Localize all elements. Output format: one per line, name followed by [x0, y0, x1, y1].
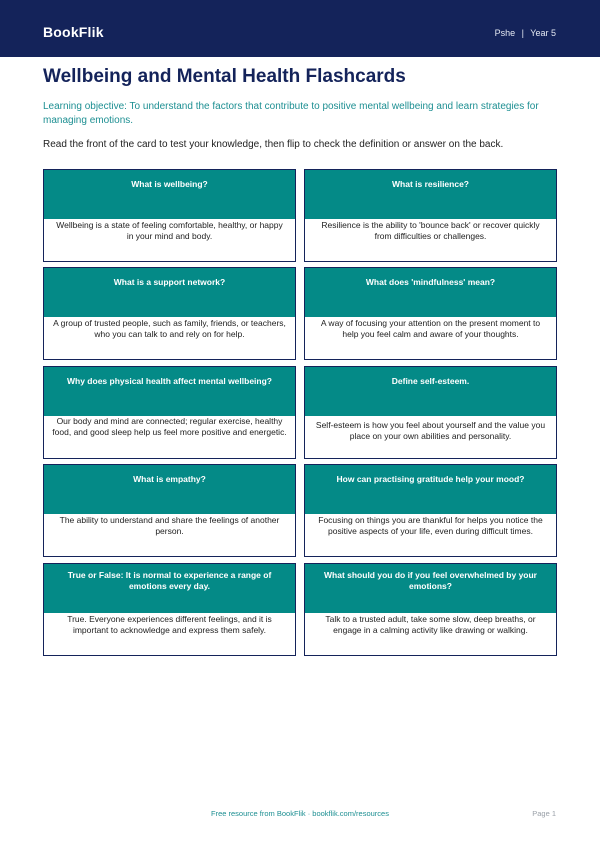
card-back: A way of focusing your attention on the present moment to help you feel calm and aware of your thoughts. [320, 318, 541, 339]
learning-objective: Learning objective: To understand the factors that contribute to positive mental wellbeing and learn strategies for managing emotions. [43, 101, 539, 126]
subject-label: Pshe [494, 28, 516, 38]
card-back: Our body and mind are connected; regular exercise, healthy food, and good sleep help us feel more positive and energetic. [52, 416, 287, 437]
meta-separator: | [521, 28, 524, 38]
year-label: Year 5 [530, 28, 556, 38]
card-front: How can practising gratitude help your mood? [305, 465, 556, 514]
footer-credit: Free resource from BookFlik · bookflik.com/resources [211, 809, 389, 818]
flashcard[interactable] [43, 464, 296, 557]
flashcard[interactable] [304, 267, 557, 360]
brand-logo: BookFlik [43, 24, 104, 40]
card-front: Why does physical health affect mental wellbeing? [44, 367, 295, 416]
flashcard[interactable] [304, 169, 557, 262]
flashcard[interactable] [43, 366, 296, 459]
subject-year [495, 28, 556, 38]
instructions: Read the front of the card to test your knowledge, then flip to check the definition or answer on the back. [43, 139, 504, 150]
flashcard[interactable] [304, 563, 557, 656]
card-back: Wellbeing is a state of feeling comfortable, healthy, or happy in your mind and body. [56, 220, 283, 241]
flashcard[interactable] [43, 169, 296, 262]
card-back: Talk to a trusted adult, take some slow, deep breaths, or engage in a calming activity like drawing or walking. [325, 614, 536, 635]
card-front: What is a support network? [44, 268, 295, 317]
card-back: A group of trusted people, such as family, friends, or teachers, who you can talk to and rely on for help. [53, 318, 286, 339]
card-front: What should you do if you feel overwhelmed by your emotions? [305, 564, 556, 613]
card-front: True or False: It is normal to experience a range of emotions every day. [44, 564, 295, 613]
card-front: What is wellbeing? [44, 170, 295, 219]
flashcard[interactable] [43, 563, 296, 656]
card-back: True. Everyone experiences different feelings, and it is important to acknowledge and express them safely. [67, 614, 272, 635]
flashcard[interactable] [304, 366, 557, 459]
card-back: Resilience is the ability to 'bounce back' or recover quickly from difficulties or challenges. [321, 220, 540, 241]
flashcard[interactable] [43, 267, 296, 360]
page-title: Wellbeing and Mental Health Flashcards [43, 66, 406, 87]
card-front: What is empathy? [44, 465, 295, 514]
card-front: What is resilience? [305, 170, 556, 219]
flashcard[interactable] [304, 464, 557, 557]
card-back: Focusing on things you are thankful for helps you notice the positive aspects of your life, even during difficult times. [318, 515, 543, 536]
card-front: Define self-esteem. [305, 367, 556, 416]
card-front: What does 'mindfulness' mean? [305, 268, 556, 317]
header-bar [0, 0, 600, 57]
page-number: Page 1 [532, 809, 556, 818]
card-back: The ability to understand and share the feelings of another person. [59, 515, 280, 536]
card-back: Self-esteem is how you feel about yourself and the value you place on your own abilities and personality. [315, 420, 546, 441]
